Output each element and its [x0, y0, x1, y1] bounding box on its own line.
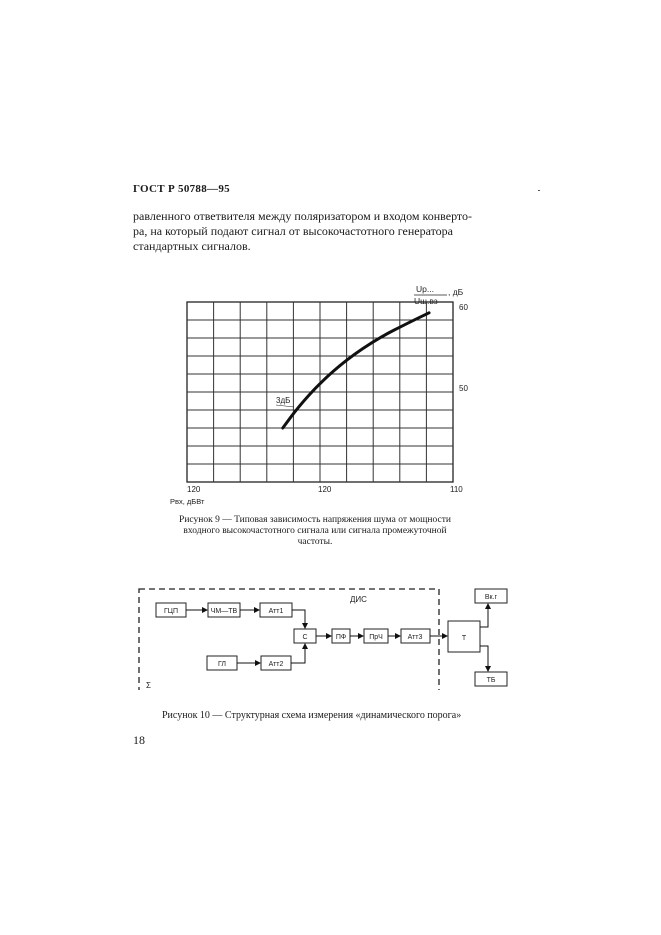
block-att2-label: Атт2	[268, 661, 284, 668]
corner-mark: Σ	[146, 681, 151, 690]
x-tick-label: 120	[318, 485, 332, 494]
figure9-chart	[150, 278, 490, 508]
y-tick-label: 60	[459, 303, 468, 312]
block-c-label: С	[302, 634, 308, 641]
block-att1-label: Атт1	[268, 608, 284, 615]
chart-grid	[187, 302, 453, 482]
x-tick-label: 120	[187, 485, 201, 494]
y-tick-label: 50	[459, 384, 468, 393]
dis-label: ДИС	[350, 595, 367, 604]
block-pf-label: ПФ	[335, 634, 347, 641]
figure10-caption: Рисунок 10 — Структурная схема измерения «динамического порога»	[162, 710, 462, 721]
series-line	[283, 313, 429, 428]
body-line: равленного ответвителя между поляризатором и входом конверто-	[133, 209, 472, 223]
y-axis-label-num: Uр...	[416, 284, 434, 294]
x-tick-label: 110	[450, 485, 463, 494]
x-axis-label: Pвх, дБВт	[170, 497, 205, 506]
body-line: ра, на который подают сигнал от высокочастотного генератора	[133, 224, 453, 238]
y-axis-label-unit: , дБ	[448, 287, 464, 297]
page-number: 18	[133, 733, 145, 747]
y-axis-label-den: Uш.вз	[414, 296, 438, 306]
block-tb-label: ТБ	[486, 677, 496, 684]
annotation-leader	[276, 405, 294, 407]
block-gchp-label: ГЦП	[164, 608, 178, 615]
body-line: стандартных сигналов.	[133, 239, 251, 253]
block-pch-label: ПрЧ	[369, 634, 383, 641]
arrow	[292, 610, 305, 628]
arrow	[480, 646, 488, 671]
curve-annotation: 3дБ	[276, 396, 291, 405]
block-att3-label: Атт3	[407, 634, 423, 641]
block-fp-label: ГЛ	[218, 661, 226, 668]
figure9-caption: Рисунок 9 — Типовая зависимость напряжения шума от мощности входного высокочастотного сигнала или сигнала промежуточной частоты.	[179, 515, 451, 547]
block-vkl-label: Вк.г	[484, 594, 498, 601]
figure10-diagram	[130, 580, 520, 690]
block-chm-tv-label: ЧМ—ТВ	[210, 608, 238, 615]
document-header: ГОСТ Р 50788—95	[133, 183, 230, 195]
body-paragraph	[133, 209, 505, 254]
arrow	[480, 604, 488, 627]
scan-mark	[538, 190, 540, 191]
arrow	[291, 644, 305, 663]
block-t-label: Т	[461, 635, 467, 642]
